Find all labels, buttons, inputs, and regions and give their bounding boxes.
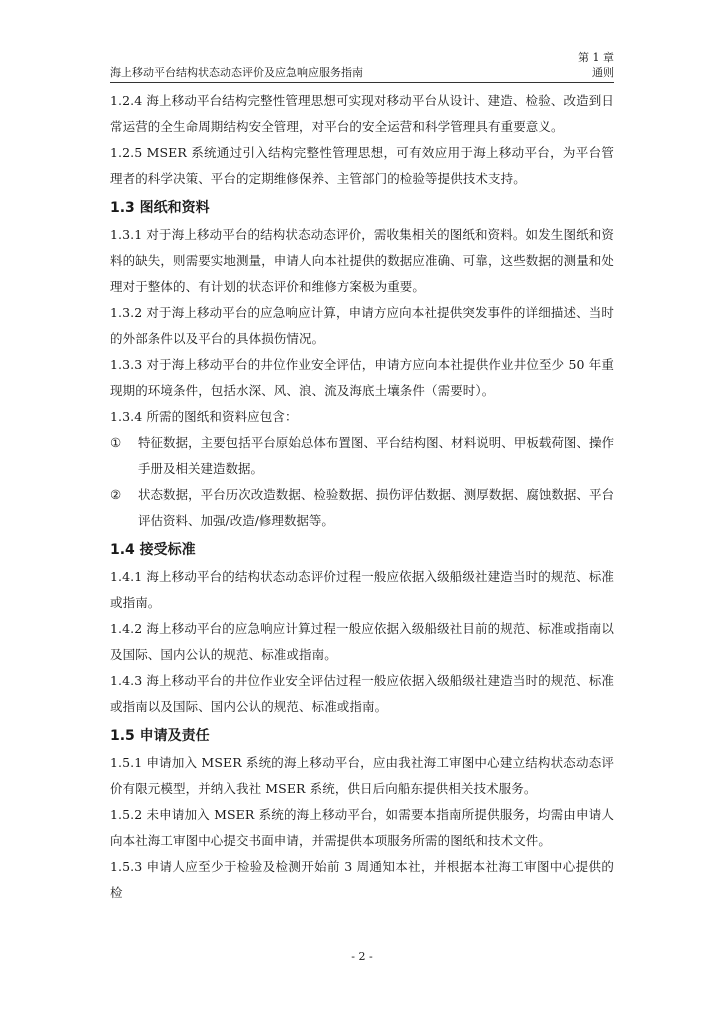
paragraph: 1.3.1 对于海上移动平台的结构状态动态评价，需收集相关的图纸和资料。如发生图纸和资料的缺失，则需要实地测量，申请人向本社提供的数据应准确、可靠，这些数据的测量和处理对于整体的、有计划的状态评价和维修方案极为重要。 [110, 227, 615, 294]
paragraph: 1.2.5 MSER 系统通过引入结构完整性管理思想，可有效应用于海上移动平台，为平台管理者的科学决策、平台的定期维修保养、主管部门的检验等提供技术支持。 [110, 145, 614, 186]
page-body [110, 88, 614, 906]
list-item [110, 482, 614, 534]
list-marker: ② [110, 487, 122, 502]
paragraph: 1.3.4 所需的图纸和资料应包含： [110, 409, 298, 424]
paragraph: 1.4.2 海上移动平台的应急响应计算过程一般应依据入级船级社目前的规范、标准或指南以及国际、国内公认的规范、标准或指南。 [110, 621, 614, 662]
list-item-text: 状态数据，平台历次改造数据、检验数据、损伤评估数据、测厚数据、腐蚀数据、平台评估资料、加强/改造/修理数据等。 [138, 487, 614, 528]
section-heading: 1.5 申请及责任 [110, 728, 210, 744]
header-divider [110, 82, 614, 83]
page-number: - 2 - [351, 950, 373, 963]
paragraph: 1.4.1 海上移动平台的结构状态动态评价过程一般应依据入级船级社建造当时的规范、标准或指南。 [110, 569, 614, 610]
running-header-title: 海上移动平台结构状态动态评价及应急响应服务指南 [110, 66, 363, 79]
section-heading: 1.3 图纸和资料 [110, 200, 210, 216]
chapter-number: 第 1 章 [578, 51, 614, 64]
chapter-name: 通则 [592, 66, 614, 79]
paragraph: 1.3.2 对于海上移动平台的应急响应计算，申请方应向本社提供突发事件的详细描述、当时的外部条件以及平台的具体损伤情况。 [110, 305, 614, 346]
section-heading: 1.4 接受标准 [110, 542, 196, 558]
paragraph: 1.3.3 对于海上移动平台的井位作业安全评估，申请方应向本社提供作业井位至少 50 年重现期的环境条件，包括水深、风、浪、流及海底土壤条件（需要时）。 [110, 357, 614, 398]
paragraph: 1.4.3 海上移动平台的井位作业安全评估过程一般应依据入级船级社建造当时的规范、标准或指南以及国际、国内公认的规范、标准或指南。 [110, 673, 614, 714]
paragraph: 1.5.3 申请人应至少于检验及检测开始前 3 周通知本社，并根据本社海工审图中心提供的检 [110, 859, 614, 900]
list-item [110, 430, 614, 482]
running-header-chapter [578, 50, 614, 80]
list-item-text: 特征数据，主要包括平台原始总体布置图、平台结构图、材料说明、甲板载荷图、操作手册及相关建造数据。 [138, 435, 614, 476]
paragraph: 1.5.1 申请加入 MSER 系统的海上移动平台，应由我社海工审图中心建立结构状态动态评价有限元模型，并纳入我社 MSER 系统，供日后向船东提供相关技术服务。 [110, 755, 614, 796]
paragraph: 1.2.4 海上移动平台结构完整性管理思想可实现对移动平台从设计、建造、检验、改造到日常运营的全生命周期结构安全管理，对平台的安全运营和科学管理具有重要意义。 [110, 93, 614, 134]
list-marker: ① [110, 435, 122, 450]
paragraph: 1.5.2 未申请加入 MSER 系统的海上移动平台，如需要本指南所提供服务，均需由申请人向本社海工审图中心提交书面申请，并需提供本项服务所需的图纸和技术文件。 [110, 807, 614, 848]
